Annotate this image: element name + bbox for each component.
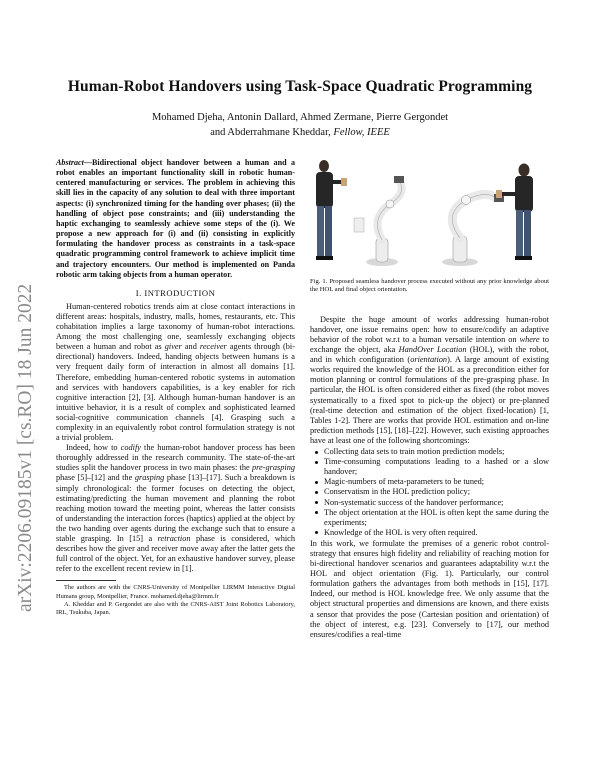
shortcomings-list: [310, 447, 549, 538]
intro-p1-giver: giver: [164, 342, 182, 352]
right-p1-d: ). A large amount of existing works required the knowledge of the HOL as a precondition either for motion planning or control formulations of the pre-grasping phase. In particular, the HOL is often considered either as fixed (the robot moves systematically to a fixed spot to pick-up the object) or pre-planned (real-time detection and estimation of the object fixed-location) [1, Tables 1-2]. There are works that provide HOL estimation and on-line prediction methods [15], [18]–[22]. However, such existing approaches have at least one of the following shortcomings:: [310, 355, 549, 445]
left-column: [56, 158, 295, 617]
author-fellow-title: Fellow, IEEE: [333, 127, 390, 138]
intro-p2-e: phase is considered, which describes how the giver and receiver move away after the latter gets the full control of the object. Yet, for an exhaustive handover survey, please refer to the excellent recent review in [1].: [56, 534, 295, 574]
introduction-body: [56, 302, 295, 575]
intro-paragraph-1: [56, 302, 295, 443]
list-item: Time-consuming computations leading to a hashed or a slow handover;: [310, 457, 549, 477]
intro-p2-codify: codify: [120, 443, 141, 453]
footnotes: [56, 584, 295, 617]
list-item: Collecting data sets to train motion prediction models;: [310, 447, 549, 457]
figure-1-caption: Fig. 1. Proposed seamless handover process executed without any prior knowledge about the HOL and final object orientation.: [310, 278, 549, 294]
intro-paragraph-2: [56, 443, 295, 574]
paper-title: Human-Robot Handovers using Task-Space Quadratic Programming: [67, 78, 533, 95]
right-p1-orientation: orientation: [410, 355, 448, 365]
arxiv-stamp: [3, 120, 43, 620]
right-column-body: [310, 315, 549, 640]
authors-line-1: Mohamed Djeha, Antonin Dallard, Ahmed Zermane, Pierre Gergondet: [151, 112, 449, 123]
footnote-jrl: A. Kheddar and P. Gergondet are also with the CNRS-AIST Joint Robotics Laboratory, IRL, Tsukuba, Japan.: [56, 600, 295, 617]
right-paragraph-1: [310, 315, 549, 446]
intro-p1-a: Human-centered robotics trends aim at close contact interactions in different areas: hospitals, industry, malls, homes, restaurants, etc. This cohabitation implies a large taxonomy of human-robot interactions. Among the most challenging one, seamlessly exchanging objects between a human and robot as: [56, 301, 295, 352]
abstract: [56, 158, 295, 280]
intro-p2-grasping: grasping: [134, 473, 165, 483]
arxiv-id: arXiv:2206.09185v1 [cs.RO] 18 Jun 2022: [15, 283, 36, 612]
right-p1-hol: HandOver Location: [398, 345, 467, 355]
list-item: Non-systematic success of the handover performance;: [310, 498, 549, 508]
authors-line-2: [60, 125, 540, 140]
right-column: [310, 158, 549, 640]
authors-line-2-name: and Abderrahmane Kheddar,: [210, 127, 334, 138]
intro-p2-d: phase [13]–[17]. Such a breakdown is simply chronological: the former focuses on detecting the object, estimating/predicting the human movement and planning the robot reaching motion toward the meeting point, whereas the latter consists of understanding the interaction forces (haptics) applied at the object by the two handing over agents during the exchange such that to ensure a stable grasping. In [15] a: [56, 473, 295, 544]
intro-p1-receiver: receiver: [199, 342, 227, 352]
list-item: The object orientation at the HOL is often kept the same during the experiments;: [310, 508, 549, 528]
footnote-affiliation: The authors are with the CNRS-University of Montpellier LIRMM Interactive Digital Humans group, Montpellier, France. mohamed.djeha@lirmm.fr: [56, 584, 295, 600]
intro-p2-pregrasping: pre-grasping: [251, 463, 295, 473]
list-item: Conservatism in the HOL prediction policy;: [310, 487, 549, 497]
right-paragraph-2: In this work, we formulate the premises of a generic robot control-strategy that ensures high fidelity and reliability of reaching motion for bi-directional handover scenarios and guarantees adaptability w.r.t the HOL and object orientation (Fig. 1). Particularly, our control formulation gathers the advantages from both methods in [15], [17]. Indeed, our method is HOL knowledge free. We only assume that the object structural properties and dimensions are known, and there exists a sensor that provides the pose (Cartesian position and orientation) of the object of interest, e.g. [23]. Conversely to [17], our method ensures/codifies a real-time: [310, 538, 549, 639]
intro-p2-b: the human-robot handover process has been thoroughly addressed in the research community. The state-of-the-art studies split the handover process in two main phases: the: [56, 443, 295, 473]
intro-p2-c: phase [5]–[12] and the: [56, 473, 135, 483]
abstract-text: —Bidirectional object handover between a human and a robot enables an important functionality skill in robotic human-centered manufacturing or services. The problem in achieving this skill lies in the capacity of any solution to deal with three important aspects: (i) synchronized timing for the handing over phases; (ii) the handling of object pose constraints; and (iii) understanding the haptic exchanging to seamlessly achieve some steps of the (i). We propose a new approach for (i) and (ii) consisting in explicitly formulating the handover process as constraints in a task-space quadratic programming control framework to achieve implicit time and trajectory encounters. Our method is implemented on Panda robotic arm taking objects from a human operator.: [56, 158, 295, 279]
right-p1-where: where: [519, 335, 540, 344]
list-item: Magic-numbers of meta-parameters to be tuned;: [310, 477, 549, 487]
intro-p2-a: Indeed, how to: [66, 443, 121, 453]
right-p1-c: (HOL), with the robot, and in which configuration (: [310, 345, 549, 365]
footnote-rule: [56, 580, 116, 581]
section-heading-introduction: I. INTRODUCTION: [135, 287, 216, 298]
right-p1-a: Despite the huge amount of works addressing human-robot handover, one issue remains open: how to ensure/codify an adaptive behavior of the robot w.r.t to a human versatile intention on: [310, 314, 549, 344]
list-item: Knowledge of the HOL is very often required.: [310, 528, 549, 538]
right-p1-b: to exchange the object, aka: [310, 335, 549, 355]
author-block: [60, 110, 540, 140]
intro-p2-retraction: retraction: [157, 534, 191, 544]
figure-1-photo: [310, 158, 549, 270]
intro-p1-c: agents through (bi-directional) handovers. Indeed, handing objects between humans is a very frequent daily form of interaction in almost all domains [1]. Therefore, embedding human-centered robotic systems in automation and services with handovers capabilities, is a key enabler for rich cognitive interaction [2], [3]. Although human-human handover is an intuitive behavior, it is a result of complex and sophisticated learned social-cognitive communication channels [4]. Grasping such a complexity in an equivalently robot control formulation strategy is not a trivial problem.: [56, 342, 295, 443]
handover-photo-illustration: [310, 158, 549, 270]
intro-p1-b: and: [181, 342, 200, 352]
abstract-label: Abstract: [56, 158, 84, 167]
